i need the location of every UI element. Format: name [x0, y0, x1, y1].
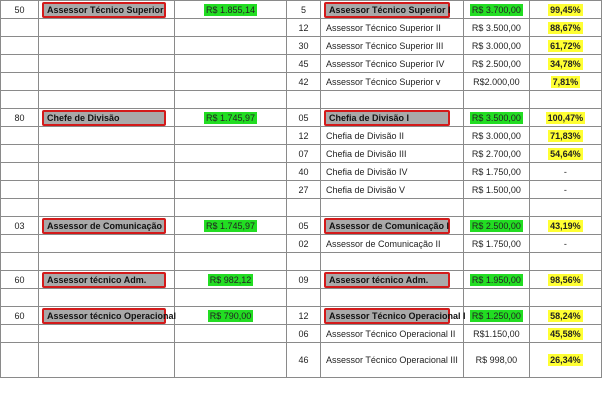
empty-cell: [287, 91, 321, 109]
proposed-salary: R$ 3.500,00: [471, 22, 521, 33]
table-row: [1, 109, 602, 127]
proposed-role-cell: [321, 343, 464, 378]
proposed-quantity: 06: [298, 328, 309, 339]
proposed-quantity: 40: [298, 166, 309, 177]
current-salary-cell: [175, 109, 287, 127]
proposed-salary-cell: [463, 55, 529, 73]
current-salary-cell: [175, 73, 287, 91]
proposed-role: Chefia de Divisão IV: [326, 166, 408, 177]
proposed-quantity: 05: [298, 112, 309, 123]
current-quantity: 60: [14, 274, 25, 285]
current-role-cell: [39, 145, 175, 163]
current-role: [42, 185, 46, 195]
proposed-role: Chefia de Divisão II: [326, 130, 405, 141]
current-quantity-cell: [1, 271, 39, 289]
current-role-cell: [39, 343, 175, 378]
table-row: [1, 271, 602, 289]
increase-percent: 34,78%: [550, 58, 581, 69]
current-salary-cell: [175, 343, 287, 378]
increase-percent-cell: [529, 127, 601, 145]
increase-percent-cell: [529, 343, 601, 378]
increase-percent: 58,24%: [550, 310, 581, 321]
empty-cell: [175, 289, 287, 307]
current-salary-cell: [175, 1, 287, 19]
proposed-salary-cell: [463, 181, 529, 199]
proposed-quantity-cell: [287, 307, 321, 325]
proposed-role-cell: [321, 163, 464, 181]
proposed-salary-cell: [463, 73, 529, 91]
current-role-cell: [39, 1, 175, 19]
proposed-role-cell: [321, 181, 464, 199]
current-quantity-cell: [1, 1, 39, 19]
empty-cell: [1, 289, 39, 307]
current-quantity-cell: [1, 145, 39, 163]
current-salary-cell: [175, 325, 287, 343]
proposed-role-cell: [321, 145, 464, 163]
proposed-quantity-cell: [287, 19, 321, 37]
increase-percent: 54,64%: [550, 148, 581, 159]
proposed-salary: R$ 3.000,00: [471, 40, 521, 51]
proposed-salary-cell: [463, 37, 529, 55]
table-row: [1, 217, 602, 235]
current-salary: [229, 149, 233, 159]
current-role-cell: [39, 73, 175, 91]
empty-cell: [321, 289, 464, 307]
proposed-salary-cell: [463, 307, 529, 325]
current-quantity-cell: [1, 325, 39, 343]
current-salary: R$ 1.745,97: [205, 220, 256, 231]
empty-cell: [1, 199, 39, 217]
proposed-quantity: 30: [298, 40, 309, 51]
increase-percent: 88,67%: [550, 22, 581, 33]
current-salary-cell: [175, 127, 287, 145]
proposed-role: Assessor Técnico Superior v: [326, 76, 441, 87]
table-row: [1, 307, 602, 325]
proposed-salary: R$ 1.500,00: [471, 184, 521, 195]
increase-percent-cell: [529, 73, 601, 91]
empty-cell: [175, 253, 287, 271]
current-role-cell: [39, 217, 175, 235]
current-salary: [229, 185, 233, 195]
empty-cell: [529, 199, 601, 217]
proposed-quantity-cell: [287, 109, 321, 127]
current-quantity: 03: [14, 220, 25, 231]
current-salary-cell: [175, 271, 287, 289]
increase-percent: 26,34%: [550, 355, 581, 365]
increase-percent: 99,45%: [550, 4, 581, 15]
proposed-quantity-cell: [287, 163, 321, 181]
proposed-role: Assessor Técnico Operacional II: [326, 328, 456, 339]
current-quantity-cell: [1, 235, 39, 253]
current-salary-cell: [175, 163, 287, 181]
proposed-quantity: 12: [298, 22, 309, 33]
increase-percent-cell: [529, 163, 601, 181]
current-role: [42, 59, 46, 69]
empty-cell: [175, 199, 287, 217]
current-role: Assessor técnico Adm.: [42, 272, 166, 288]
proposed-quantity: 12: [298, 130, 309, 141]
table-row: [1, 325, 602, 343]
proposed-salary: R$ 1.950,00: [471, 274, 521, 285]
current-quantity-cell: [1, 307, 39, 325]
proposed-quantity: 5: [300, 4, 306, 15]
current-salary: R$ 982,12: [209, 274, 252, 285]
empty-cell: [175, 91, 287, 109]
current-salary: R$ 790,00: [209, 310, 252, 321]
proposed-quantity-cell: [287, 235, 321, 253]
proposed-role: Chefia de Divisão III: [326, 148, 407, 159]
proposed-quantity-cell: [287, 127, 321, 145]
current-role: [42, 77, 46, 87]
proposed-salary: R$ 1.250,00: [471, 310, 521, 321]
current-quantity-cell: [1, 37, 39, 55]
proposed-salary-cell: [463, 19, 529, 37]
proposed-quantity: 05: [298, 220, 309, 231]
current-quantity-cell: [1, 181, 39, 199]
proposed-role: Assessor Técnico Operacional III: [326, 355, 458, 365]
empty-cell: [39, 289, 175, 307]
current-salary: [229, 329, 233, 339]
current-salary: [229, 77, 233, 87]
proposed-salary: R$2.000,00: [473, 76, 520, 87]
proposed-role-cell: [321, 1, 464, 19]
current-role: Assessor de Comunicação: [42, 218, 166, 234]
current-role: [42, 355, 46, 365]
increase-percent-cell: [529, 19, 601, 37]
empty-cell: [463, 199, 529, 217]
empty-cell: [287, 253, 321, 271]
increase-percent: 98,56%: [550, 274, 581, 285]
table-row: [1, 127, 602, 145]
table-row: [1, 235, 602, 253]
proposed-quantity-cell: [287, 325, 321, 343]
empty-cell: [39, 199, 175, 217]
current-role-cell: [39, 109, 175, 127]
proposed-salary-cell: [463, 163, 529, 181]
table-row: [1, 181, 602, 199]
proposed-salary: R$ 1.750,00: [471, 238, 521, 249]
increase-percent-cell: [529, 1, 601, 19]
current-salary: [229, 23, 233, 33]
current-role-cell: [39, 19, 175, 37]
proposed-quantity-cell: [287, 37, 321, 55]
proposed-role: Assessor Técnico Superior II: [326, 22, 441, 33]
proposed-salary-cell: [463, 235, 529, 253]
proposed-quantity: 27: [298, 184, 309, 195]
proposed-quantity: 07: [298, 148, 309, 159]
proposed-salary: R$ 2.500,00: [471, 220, 521, 231]
proposed-role-cell: [321, 325, 464, 343]
current-salary-cell: [175, 37, 287, 55]
proposed-quantity-cell: [287, 217, 321, 235]
proposed-role-cell: [321, 307, 464, 325]
proposed-salary-cell: [463, 1, 529, 19]
current-role: [42, 131, 46, 141]
table-row: [1, 37, 602, 55]
table-row: [1, 73, 602, 91]
empty-cell: [529, 91, 601, 109]
increase-percent: 100,47%: [547, 112, 584, 123]
current-salary: [229, 355, 233, 365]
increase-percent-cell: [529, 55, 601, 73]
proposed-quantity-cell: [287, 73, 321, 91]
increase-percent-cell: [529, 235, 601, 253]
table-row: [1, 19, 602, 37]
proposed-role-cell: [321, 55, 464, 73]
empty-cell: [529, 253, 601, 271]
current-role: [42, 23, 46, 33]
empty-cell: [39, 91, 175, 109]
proposed-salary: R$ 998,00: [475, 355, 518, 365]
current-salary: [229, 167, 233, 177]
proposed-salary-cell: [463, 271, 529, 289]
current-role: [42, 329, 46, 339]
empty-cell: [321, 91, 464, 109]
separator-row: [1, 253, 602, 271]
proposed-quantity: 12: [298, 310, 309, 321]
increase-percent-cell: [529, 145, 601, 163]
proposed-role-cell: [321, 19, 464, 37]
increase-percent-cell: [529, 181, 601, 199]
current-quantity-cell: [1, 19, 39, 37]
proposed-role-cell: [321, 127, 464, 145]
current-role: [42, 149, 46, 159]
proposed-quantity: 46: [298, 355, 309, 365]
proposed-role: Assessor Técnico Operacional I: [324, 308, 450, 324]
increase-percent: 71,83%: [550, 130, 581, 141]
proposed-quantity-cell: [287, 55, 321, 73]
proposed-salary-cell: [463, 109, 529, 127]
proposed-role-cell: [321, 235, 464, 253]
current-quantity-cell: [1, 55, 39, 73]
table-row: [1, 163, 602, 181]
separator-row: [1, 289, 602, 307]
current-quantity-cell: [1, 163, 39, 181]
table-row: [1, 145, 602, 163]
empty-cell: [463, 91, 529, 109]
current-quantity: 80: [14, 112, 25, 123]
current-salary-cell: [175, 55, 287, 73]
proposed-salary: R$ 3.700,00: [471, 4, 521, 15]
current-quantity-cell: [1, 109, 39, 127]
current-role: [42, 239, 46, 249]
current-salary-cell: [175, 217, 287, 235]
increase-percent-cell: [529, 217, 601, 235]
proposed-salary: R$ 1.750,00: [471, 166, 521, 177]
current-role-cell: [39, 163, 175, 181]
separator-row: [1, 199, 602, 217]
proposed-salary: R$ 2.700,00: [471, 148, 521, 159]
empty-cell: [463, 289, 529, 307]
empty-cell: [287, 199, 321, 217]
proposed-quantity: 02: [298, 238, 309, 249]
current-salary-cell: [175, 19, 287, 37]
proposed-role-cell: [321, 109, 464, 127]
proposed-quantity-cell: [287, 343, 321, 378]
proposed-role: Assessor Técnico Superior I: [324, 2, 450, 18]
proposed-salary: R$1.150,00: [473, 328, 520, 339]
empty-cell: [1, 91, 39, 109]
proposed-quantity-cell: [287, 181, 321, 199]
proposed-salary-cell: [463, 217, 529, 235]
current-role: Assessor técnico Operacional: [42, 308, 166, 324]
proposed-salary: R$ 2.500,00: [471, 58, 521, 69]
current-salary: R$ 1.745,97: [205, 112, 256, 123]
current-role: Chefe de Divisão: [42, 110, 166, 126]
increase-percent-cell: [529, 325, 601, 343]
proposed-quantity-cell: [287, 271, 321, 289]
current-role-cell: [39, 325, 175, 343]
increase-percent-cell: [529, 271, 601, 289]
proposed-role: Chefia de Divisão V: [326, 184, 406, 195]
increase-percent: -: [563, 238, 567, 249]
proposed-role: Assessor técnico Adm.: [324, 272, 450, 288]
empty-cell: [321, 253, 464, 271]
proposed-role: Assessor de Comunicação I: [324, 218, 450, 234]
table-row: [1, 343, 602, 378]
proposed-quantity: 09: [298, 274, 309, 285]
increase-percent: -: [563, 166, 567, 177]
current-quantity-cell: [1, 73, 39, 91]
current-quantity-cell: [1, 127, 39, 145]
current-role-cell: [39, 181, 175, 199]
current-role-cell: [39, 37, 175, 55]
empty-cell: [321, 199, 464, 217]
current-role: [42, 41, 46, 51]
current-role: Assessor Técnico Superior: [42, 2, 166, 18]
empty-cell: [1, 253, 39, 271]
current-salary: R$ 1.855,14: [205, 4, 256, 15]
proposed-quantity-cell: [287, 145, 321, 163]
proposed-salary-cell: [463, 343, 529, 378]
increase-percent-cell: [529, 37, 601, 55]
proposed-role: Chefia de Divisão I: [324, 110, 450, 126]
proposed-quantity: 42: [298, 76, 309, 87]
proposed-role-cell: [321, 37, 464, 55]
current-role-cell: [39, 235, 175, 253]
table-row: [1, 1, 602, 19]
current-salary-cell: [175, 181, 287, 199]
current-salary: [229, 131, 233, 141]
proposed-salary: R$ 3.500,00: [471, 112, 521, 123]
proposed-salary: R$ 3.000,00: [471, 130, 521, 141]
current-salary: [229, 41, 233, 51]
current-salary: [229, 59, 233, 69]
table-body: [1, 1, 602, 378]
proposed-role: Assessor de Comunicação II: [326, 238, 441, 249]
current-role: [42, 167, 46, 177]
proposed-role: Assessor Técnico Superior IV: [326, 58, 445, 69]
current-role-cell: [39, 55, 175, 73]
empty-cell: [287, 289, 321, 307]
current-salary-cell: [175, 145, 287, 163]
increase-percent: 61,72%: [550, 40, 581, 51]
increase-percent-cell: [529, 109, 601, 127]
proposed-salary-cell: [463, 325, 529, 343]
current-quantity-cell: [1, 217, 39, 235]
proposed-salary-cell: [463, 127, 529, 145]
proposed-role-cell: [321, 217, 464, 235]
proposed-quantity: 45: [298, 58, 309, 69]
increase-percent-cell: [529, 307, 601, 325]
empty-cell: [463, 253, 529, 271]
empty-cell: [39, 253, 175, 271]
increase-percent: 7,81%: [552, 76, 579, 87]
current-quantity: 60: [14, 310, 25, 321]
increase-percent: 45,58%: [550, 328, 581, 339]
empty-cell: [529, 289, 601, 307]
table-row: [1, 55, 602, 73]
current-salary: [229, 239, 233, 249]
proposed-role: Assessor Técnico Superior III: [326, 40, 444, 51]
current-role-cell: [39, 271, 175, 289]
proposed-salary-cell: [463, 145, 529, 163]
increase-percent: -: [563, 184, 567, 195]
separator-row: [1, 91, 602, 109]
current-salary-cell: [175, 307, 287, 325]
current-role-cell: [39, 307, 175, 325]
current-quantity: 50: [14, 4, 25, 15]
proposed-quantity-cell: [287, 1, 321, 19]
proposed-role-cell: [321, 73, 464, 91]
current-salary-cell: [175, 235, 287, 253]
current-quantity-cell: [1, 343, 39, 378]
current-role-cell: [39, 127, 175, 145]
increase-percent: 43,19%: [550, 220, 581, 231]
proposed-role-cell: [321, 271, 464, 289]
